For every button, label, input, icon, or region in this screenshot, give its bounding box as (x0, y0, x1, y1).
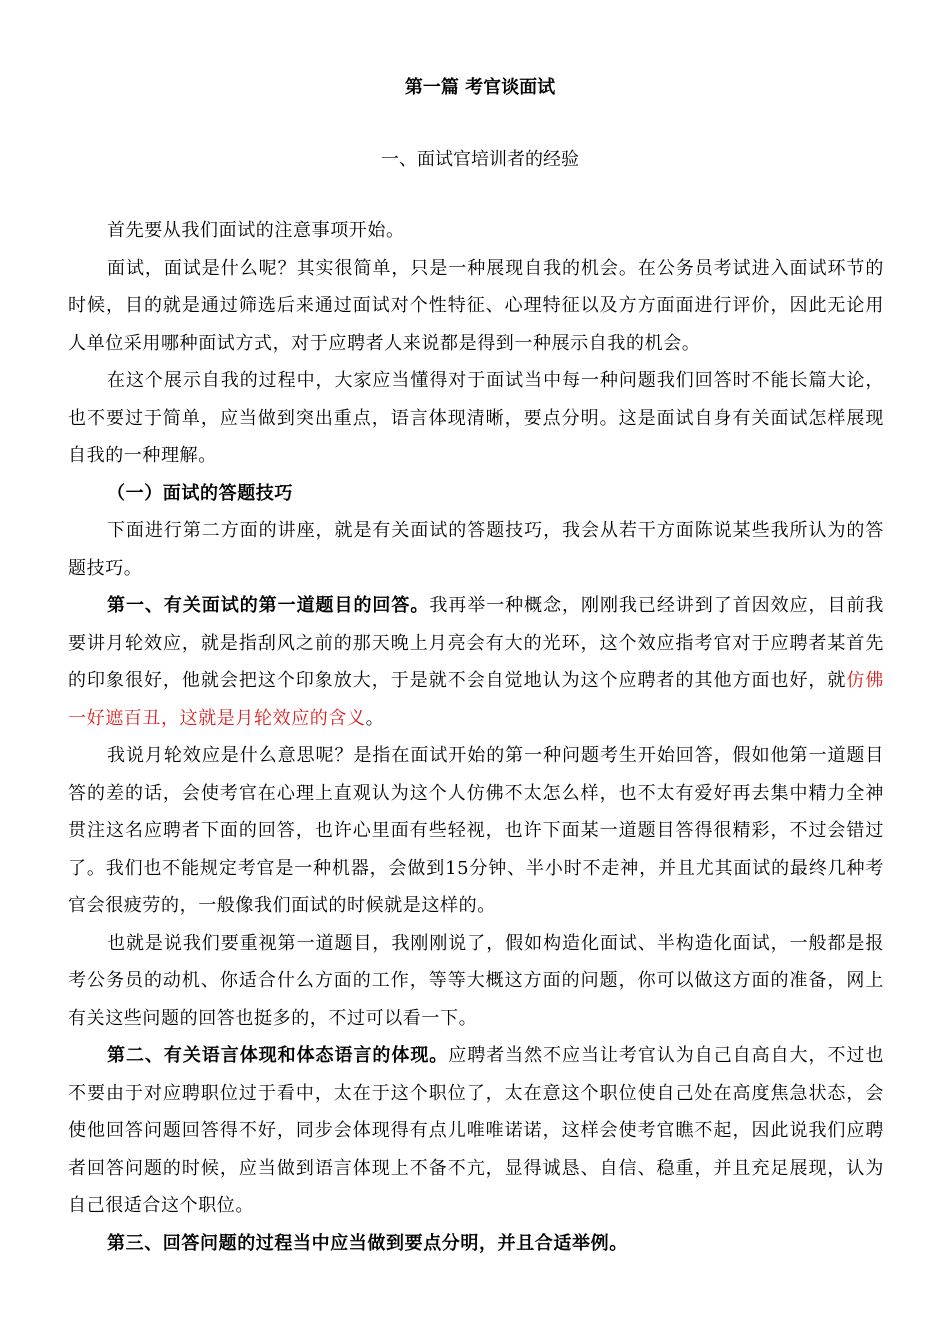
paragraph-show-yourself: 在这个展示自我的过程中，大家应当懂得对于面试当中每一种问题我们回答时不能长篇大论，也不要过于简单，应当做到突出重点，语言体现清晰，要点分明。这是面试自身有关面试怎样展现自我的一种理解。 (68, 370, 884, 466)
paragraph-halo-effect: 我说月轮效应是什么意思呢？是指在面试开始的第一种问题考生开始回答，假如他第一道题目答的差的话，会使考官在心理上直观认为这个人仿佛不太怎么样，也不太有爱好再去集中精力全神贯注这名应聘者下面的回答，也许心里面有些轻视，也许下面某一道题目答得很精彩，不过会错过了。我们也不能规定考官是一种机器，会做到15分钟、半小时不走神，并且尤其面试的最终几种考官会很疲劳的，一般像我们面试的时候就是这样的。 (68, 745, 884, 916)
point-one-heading: 第一、有关面试的第一道题目的回答。 (107, 595, 430, 616)
point-one-text: 我再举一种概念，刚刚我已经讲到了首因效应，目前我要讲月轮效应，就是指刮风之前的那天晚上月亮会有大的光环，这个效应指考官对于应聘者某首先的印象很好，他就会把这个印象放大，于是就不会自觉地认为这个应聘者的其他方面也好，就 (68, 595, 885, 691)
paragraph-first-question-importance: 也就是说我们要重视第一道题目，我刚刚说了，假如构造化面试、半构造化面试，一般都是报考公务员的动机、你适合什么方面的工作，等等大概这方面的问题，你可以做这方面的准备，网上有关这些问题的回答也挺多的，不过可以看一下。 (68, 932, 884, 1029)
point-three-heading: 第三、回答问题的过程当中应当做到要点分明，并且合适举例。 (107, 1232, 628, 1254)
chapter-title: 第一篇 考官谈面试 (404, 77, 556, 98)
paragraph-first-question (68, 587, 884, 737)
point-two-text: 应聘者当然不应当让考官认为自己自高自大，不过也不要由于对应聘职位过于看中，太在于这个职位了，太在意这个职位使自己处在高度焦急状态，会使他回答问题回答得不好，同步会体现得有点儿唯唯诺诺，这样会使考官瞧不起，因此说我们应聘者回答问题的时候，应当做到语言体现上不备不亢，显得诚恳、自信、稳重，并且充足展现，认为自己很适合这个职位。 (68, 1045, 884, 1216)
paragraph-language-expression (68, 1037, 884, 1225)
paragraph-key-points (68, 1225, 884, 1263)
point-one-end: 。 (365, 707, 385, 729)
highlighted-text: 仿佛一好遮百丑，这就是月轮效应的含义 (68, 670, 884, 729)
document-body (68, 212, 884, 1262)
point-two-heading: 第二、有关语言体现和体态语言的体现。 (107, 1045, 449, 1066)
section-heading-answer-skills: （一）面试的答题技巧 (107, 482, 293, 504)
paragraph-lecture-intro: 下面进行第二方面的讲座，就是有关面试的答题技巧，我会从若干方面陈说某些我所认为的答题技巧。 (68, 520, 884, 579)
section-subtitle: 一、面试官培训者的经验 (381, 149, 579, 170)
paragraph-what-is-interview: 面试，面试是什么呢？其实很简单，只是一种展现自我的机会。在公务员考试进入面试环节的时候，目的就是通过筛选后来通过面试对个性特征、心理特征以及方方面面进行评价，因此无论用人单位采用哪种面试方式，对于应聘者人来说都是得到一种展示自我的机会。 (68, 257, 884, 354)
paragraph-intro: 首先要从我们面试的注意事项开始。 (107, 220, 405, 241)
